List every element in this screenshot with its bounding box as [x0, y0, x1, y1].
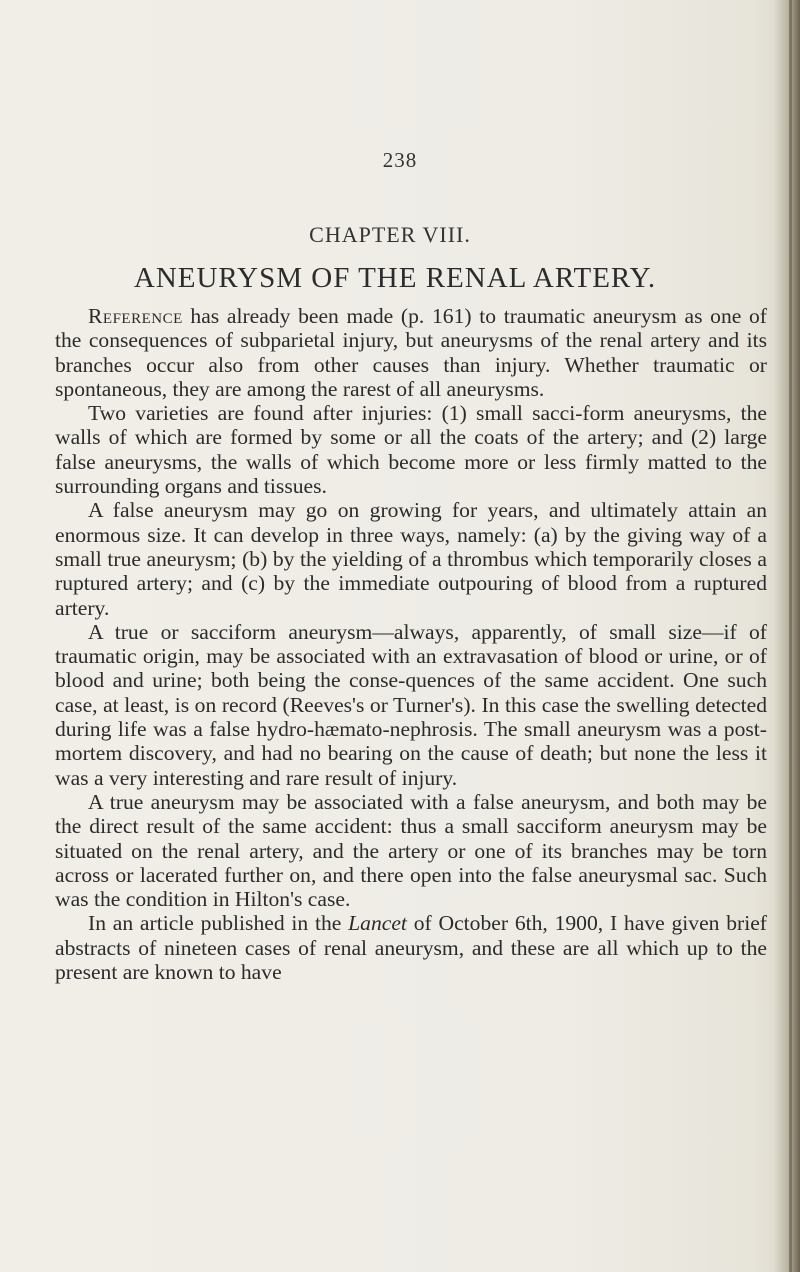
chapter-heading: CHAPTER VIII.: [309, 222, 471, 247]
page-edge-shadow: [774, 0, 800, 1272]
paragraph-6: [55, 911, 767, 984]
body-text: [55, 304, 767, 984]
lancet-citation: Lancet: [348, 911, 407, 936]
chapter-title: ANEURYSM OF THE RENAL ARTERY.: [133, 262, 657, 294]
paragraph-3: A false aneurysm may go on growing for years, and ultimately attain an enormous size. It can develop in three ways, namely: (a) by the giving way of a small true aneurysm; (b) by the yielding of a thrombus which temporarily closes a ruptured artery; and (c) by the immediate outpouring of blood from a ruptured artery.: [55, 498, 767, 620]
paragraph-6-text-a: In an article published in the: [88, 911, 349, 936]
paragraph-1-text: has already been made (p. 161) to traumatic aneurysm as one of the consequences of subparietal injury, but aneurysms of the renal artery and its branches occur also from other causes than injury. Whether traumatic or spontaneous, they are among the rarest of all aneurysms.: [55, 304, 767, 401]
paragraph-2: Two varieties are found after injuries: (1) small sacci-form aneurysms, the walls of which are formed by some or all the coats of the artery; and (2) large false aneurysms, the walls of which become more or less firmly matted to the surrounding organs and tissues.: [55, 401, 767, 499]
binding-edge: [789, 0, 792, 1272]
paragraph-6-text-b: of October 6th, 1900, I have given brief abstracts of nineteen cases of renal aneurysm, and these are all which up to the present are known to have: [55, 911, 767, 985]
paragraph-5: A true aneurysm may be associated with a false aneurysm, and both may be the direct result of the same accident: thus a small sacciform aneurysm may be situated on the renal artery, and the artery or one of its branches may be torn across or lacerated further on, and there open into the false aneurysmal sac. Such was the condition in Hilton's case.: [55, 789, 767, 912]
paragraph-4: A true or sacciform aneurysm—always, apparently, of small size—if of traumatic origin, may be associated with an extravasation of blood or urine, or of blood and urine; both being the conse-quences of the same accident. One such case, at least, is on record (Reeves's or Turner's). In this case the swelling detected during life was a false hydro-hæmato-nephrosis. The small aneurysm was a post-mortem discovery, and had no bearing on the cause of death; but none the less it was a very interesting and rare result of injury.: [55, 619, 767, 790]
page-number: 238: [382, 148, 418, 172]
paragraph-1: [55, 304, 767, 401]
lead-word: Reference: [88, 304, 183, 328]
